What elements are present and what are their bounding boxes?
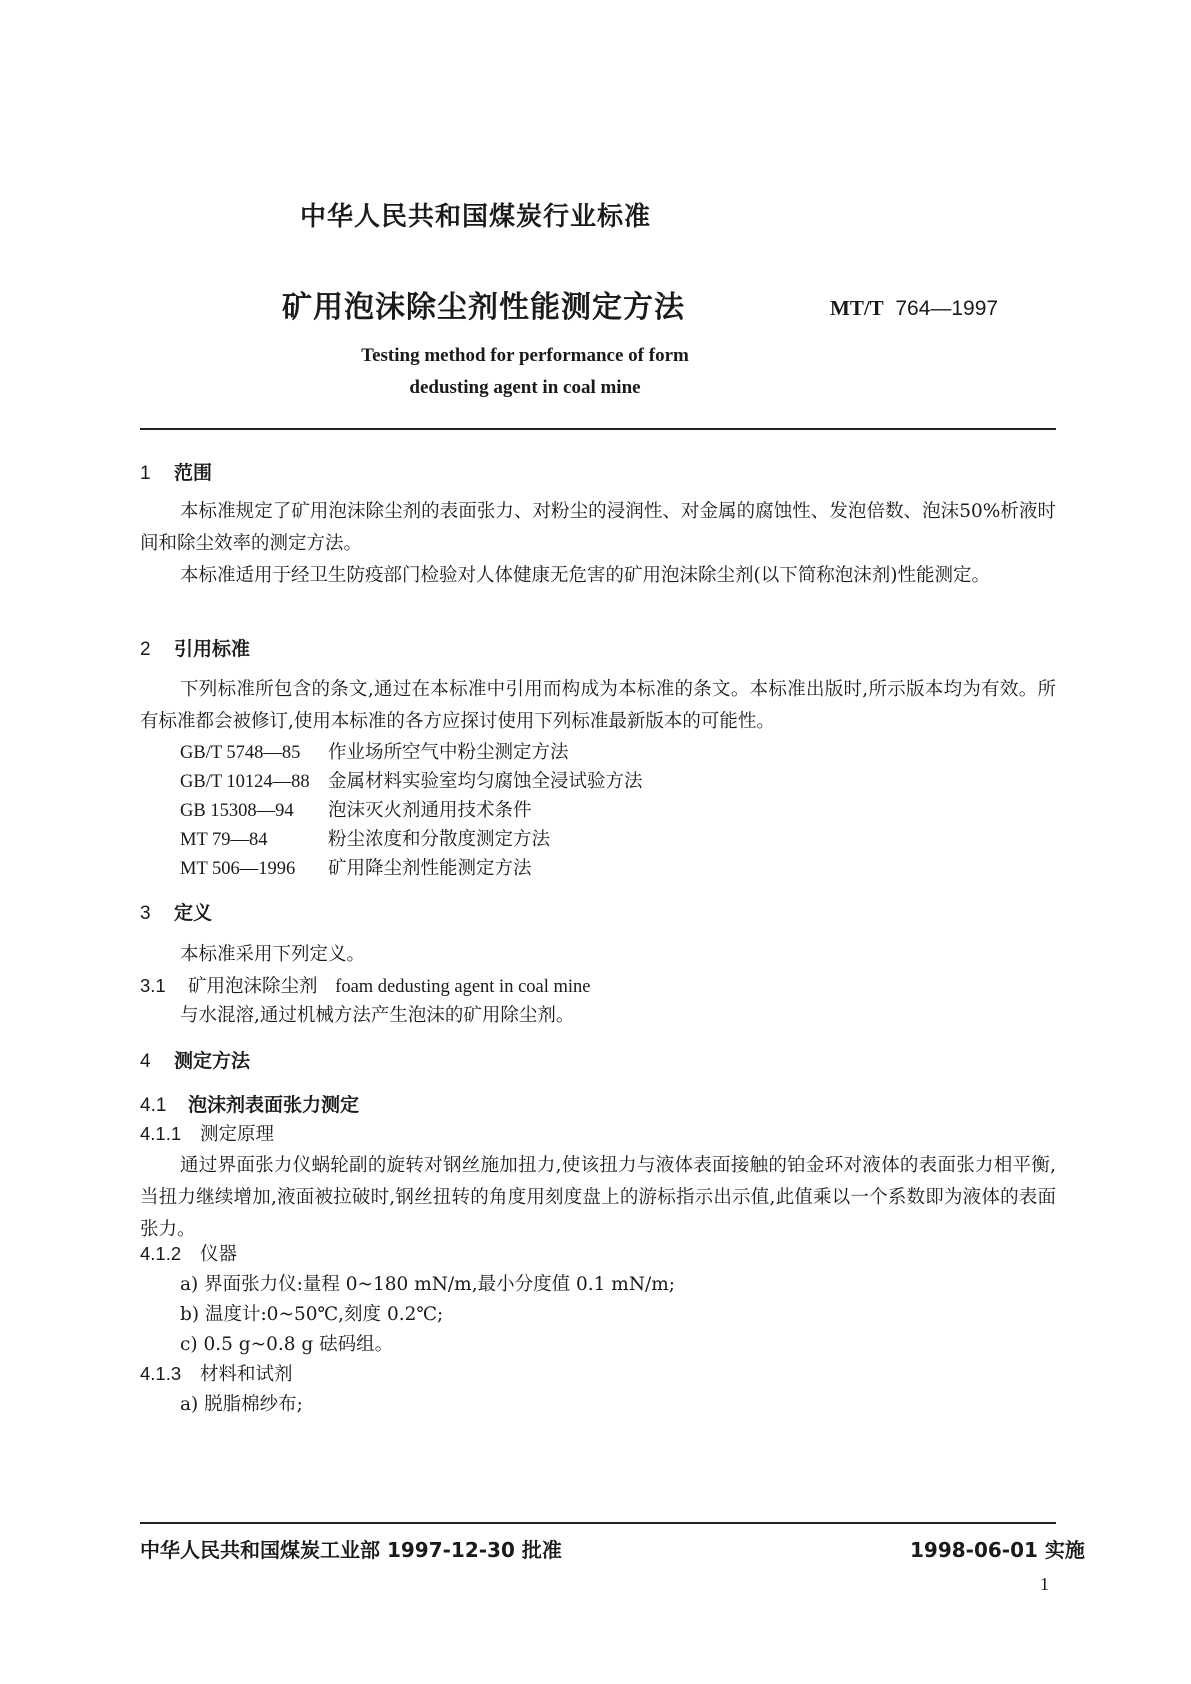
standard-code: [830, 296, 998, 321]
material-item: a) 脱脂棉纱布;: [180, 1394, 303, 1415]
instrument-item: c) 0.5 g~0.8 g 砝码组。: [180, 1334, 394, 1355]
reference-item: GB/T 10124—88 金属材料实验室均匀腐蚀全浸试验方法: [180, 771, 643, 792]
subsection-4-1-heading: 4.1 泡沫剂表面张力测定: [140, 1094, 360, 1116]
effective-date: 1998-06-01 实施: [910, 1538, 1085, 1562]
definition-3-1-text: 与水混溶,通过机械方法产生泡沫的矿用除尘剂。: [180, 1005, 575, 1026]
section-title: 定义: [174, 902, 213, 924]
english-title: [0, 340, 1050, 404]
reference-item: MT 506—1996 矿用降尘剂性能测定方法: [180, 858, 532, 879]
section-title: 范围: [174, 462, 213, 484]
english-title-line1: Testing method for performance of form: [361, 345, 689, 366]
reference-item: MT 79—84 粉尘浓度和分散度测定方法: [180, 829, 551, 850]
reference-item: GB/T 5748—85 作业场所空气中粉尘测定方法: [180, 742, 569, 763]
section-1-paragraph-2: 本标准适用于经卫生防疫部门检验对人体健康无危害的矿用泡沫除尘剂(以下简称泡沫剂)性能测定。: [180, 565, 990, 586]
section-1-heading: [140, 458, 212, 485]
standard-code-number: 764—1997: [895, 297, 999, 320]
english-title-line2: dedusting agent in coal mine: [409, 377, 641, 398]
approval-note: 中华人民共和国煤炭工业部 1997-12-30 批准: [140, 1538, 562, 1562]
section-4-heading: [140, 1046, 250, 1073]
section-3-heading: [140, 898, 212, 925]
section-title: 测定方法: [174, 1050, 251, 1072]
instrument-item: b) 温度计:0~50℃,刻度 0.2℃;: [180, 1304, 444, 1325]
standard-org-title: 中华人民共和国煤炭行业标准: [300, 202, 652, 232]
page-number: 1: [1040, 1574, 1049, 1594]
subsection-4-1-1-paragraph: 通过界面张力仪蜗轮副的旋转对钢丝施加扭力,使该扭力与液体表面接触的铂金环对液体的表面张力相平衡,当扭力继续增加,液面被拉破时,钢丝扭转的角度用刻度盘上的游标指示出示值,此值乘以一个系数即为液体的表面张力。: [140, 1155, 1056, 1240]
section-1-paragraph-1: 本标准规定了矿用泡沫除尘剂的表面张力、对粉尘的浸润性、对金属的腐蚀性、发泡倍数、泡沫50%析液时间和除尘效率的测定方法。: [140, 501, 1056, 554]
section-2-paragraph: 下列标准所包含的条文,通过在本标准中引用而构成为本标准的条文。本标准出版时,所示版本均为有效。所有标准都会被修订,使用本标准的各方应探讨使用下列标准最新版本的可能性。: [140, 679, 1056, 732]
section-number: 1: [140, 463, 151, 484]
document-title: 矿用泡沫除尘剂性能测定方法: [282, 290, 685, 325]
reference-item: GB 15308—94 泡沫灭火剂通用技术条件: [180, 800, 532, 821]
header-divider: [140, 428, 1056, 430]
section-title: 引用标准: [174, 638, 251, 660]
subsection-4-1-3-heading: 4.1.3 材料和试剂: [140, 1363, 293, 1385]
section-3-intro: 本标准采用下列定义。: [180, 944, 366, 965]
subsection-4-1-2-heading: 4.1.2 仪器: [140, 1243, 238, 1265]
footer-divider: [140, 1522, 1056, 1524]
section-number: 3: [140, 903, 151, 924]
instrument-item: a) 界面张力仪:量程 0~180 mN/m,最小分度值 0.1 mN/m;: [180, 1274, 676, 1295]
section-number: 2: [140, 639, 151, 660]
section-number: 4: [140, 1051, 151, 1072]
subsection-4-1-1-heading: 4.1.1 测定原理: [140, 1123, 275, 1145]
definition-3-1: 3.1 矿用泡沫除尘剂 foam dedusting agent in coal mine: [140, 975, 591, 997]
section-2-heading: [140, 634, 250, 661]
standard-code-prefix: MT/T: [830, 296, 884, 320]
